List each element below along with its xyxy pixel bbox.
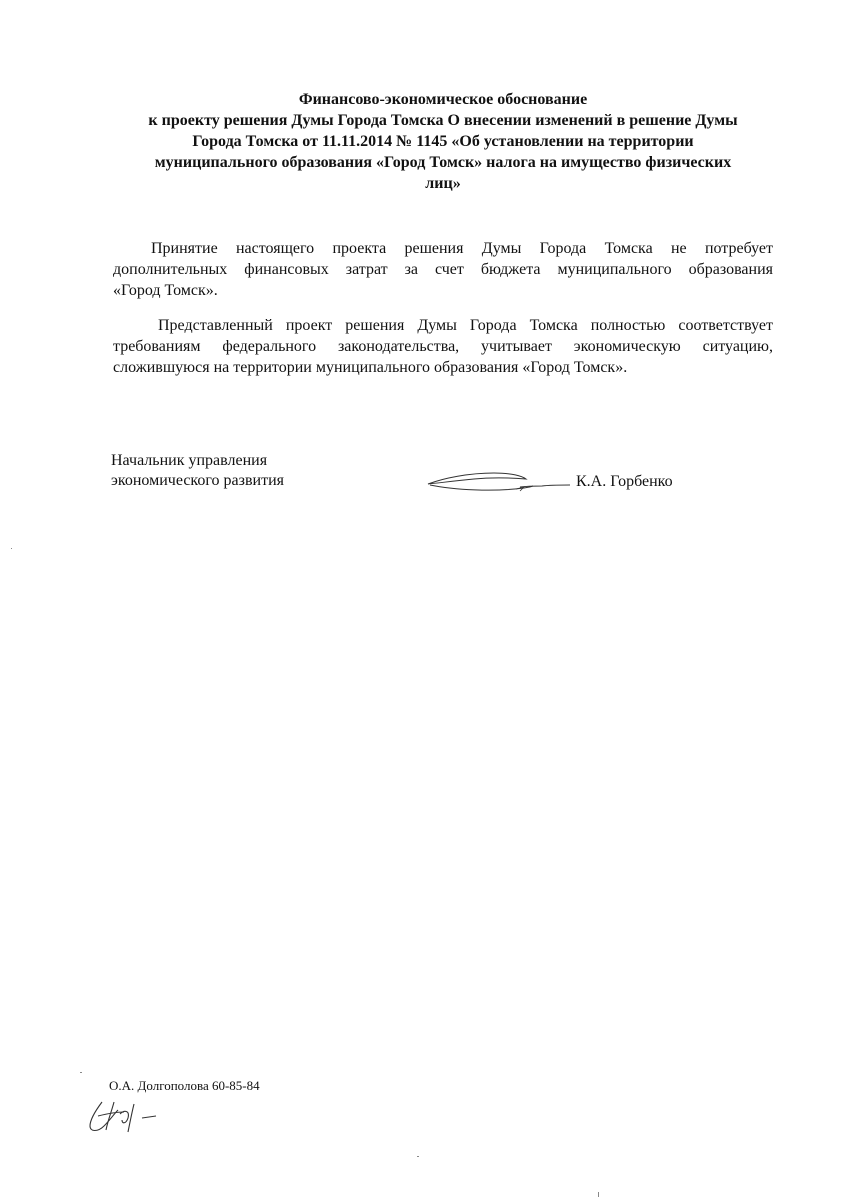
scan-speck <box>11 548 12 549</box>
paragraph-line: дополнительных финансовых затрат за счет бюджета муниципального образования <box>113 261 773 278</box>
paragraph-no-costs <box>113 238 773 301</box>
document-title <box>110 89 776 194</box>
title-line: муниципального образования «Город Томск» налога на имущество физических <box>154 154 732 171</box>
scan-speck <box>598 1192 599 1197</box>
scan-speck <box>417 1156 419 1157</box>
title-line: к проекту решения Думы Города Томска О внесении изменений в решение Думы <box>148 112 738 129</box>
paragraph-line: Представленный проект решения Думы Города Томска полностью соответствует <box>158 317 773 334</box>
executor-contact: О.А. Долгополова 60-85-84 <box>109 1078 260 1093</box>
handwritten-signature <box>424 464 574 496</box>
scan-speck <box>80 1072 82 1073</box>
title-line: Финансово-экономическое обоснование <box>298 91 588 108</box>
handwritten-initials <box>84 1096 164 1136</box>
paragraph-line: «Город Томск». <box>113 282 218 299</box>
title-line: лиц» <box>425 175 461 192</box>
title-line: Города Томска от 11.11.2014 № 1145 «Об установлении на территории <box>192 133 694 150</box>
paragraph-line: требованиям федерального законодательства, учитывает экономическую ситуацию, <box>113 338 773 355</box>
position-line: экономического развития <box>111 472 284 489</box>
signatory-name: К.А. Горбенко <box>576 473 673 490</box>
position-line: Начальник управления <box>111 452 268 469</box>
paragraph-line: сложившуюся на территории муниципального образования «Город Томск». <box>113 359 628 376</box>
paragraph-compliance <box>113 315 773 378</box>
paragraph-line: Принятие настоящего проекта решения Думы Города Томска не потребует <box>151 240 773 257</box>
signatory-position <box>111 451 284 491</box>
